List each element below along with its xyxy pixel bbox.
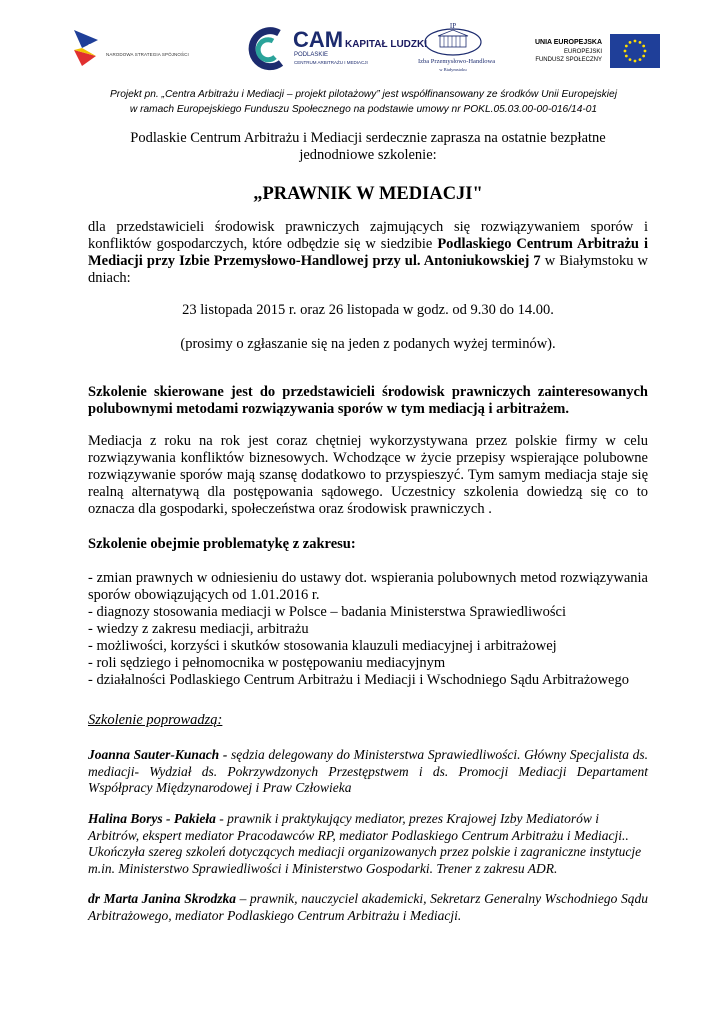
eu-star <box>629 41 632 44</box>
topic-item: - działalności Podlaskiego Centrum Arbitrażu i Mediacji i Wschodniego Sądu Arbitrażowego <box>88 672 629 688</box>
eu-star <box>634 40 637 43</box>
izba-emblem-icon <box>418 22 488 58</box>
trainer-entry <box>88 891 648 924</box>
kapital-ludzki-subtitle: NARODOWA STRATEGIA SPÓJNOŚCI <box>106 52 189 57</box>
trainer-name: Joanna Sauter-Kunach - <box>88 747 228 762</box>
izba-name: Izba Przemysłowo-Handlowa <box>418 58 496 65</box>
training-title: „PRAWNIK W MEDIACJI" <box>253 184 483 204</box>
eu-star <box>629 58 632 61</box>
cam-line2: CENTRUM ARBITRAŻU I MEDIACJI <box>294 60 368 65</box>
eu-flag-icon <box>610 34 660 68</box>
eu-star <box>624 50 627 53</box>
eu-line3: FUNDUSZ SPOŁECZNY <box>535 57 602 63</box>
trainer-desc: sędzia delegowany do Ministerstwa Sprawiedliwości. Główny Specjalista ds. mediacji- Wydział ds. Pokrzywdzonych Przestępstwem i ds. Promocji Mediacji Departament Współpracy Międzynarodowej i Praw Człowieka <box>88 747 648 795</box>
topic-item: - możliwości, korzyści i skutków stosowania klauzuli mediacyjnej i arbitrażowej <box>88 638 557 654</box>
eu-star <box>644 50 647 53</box>
eu-line2: EUROPEJSKI <box>563 49 602 55</box>
dates-note: (prosimy o zgłaszanie się na jeden z podanych wyżej terminów). <box>180 336 556 352</box>
cam-line1: PODLASKIE <box>294 52 329 58</box>
trainer-desc: – prawnik, nauczyciel akademicki, Sekretarz Generalny Wschodniego Sądu Arbitrażowego, mediator Podlaskiego Centrum Arbitrażu i Mediacji. <box>88 891 648 923</box>
topic-item: - roli sędziego i pełnomocnika w postępowaniu mediacyjnym <box>88 655 446 671</box>
intro-paragraph <box>88 219 648 287</box>
trainer-entry <box>88 811 648 877</box>
kapital-ludzki-title: KAPITAŁ LUDZKI <box>344 39 428 50</box>
eu-star <box>625 55 628 58</box>
izba-city: w Białymstoku <box>439 67 467 72</box>
trainer-name: dr Marta Janina Skrodzka <box>88 891 237 906</box>
trainer-desc: - prawnik i praktykujący mediator, prezes Krajowej Izby Mediatorów i Arbitrów, ekspert mediator Pracodawców RP, mediator Podlaskiego Centrum Arbitrażu i Mediacji.. Ukończyła szereg szkoleń dotyczących mediacji organizowanych przez polskie i zagraniczne instytucje m.in. Ministerstwo Sprawiedliwości i Ministerstwo Gospodarki. Trener z zakresu ADR. <box>88 811 642 876</box>
intro-venue: Podlaskiego Centrum Arbitrażu i Mediacji przy Izbie Przemysłowo-Handlowej przy ul. Antoniukowskiej 7 <box>88 236 649 269</box>
eu-star <box>639 58 642 61</box>
topic-item: - diagnozy stosowania mediacji w Polsce – badania Ministerstwa Sprawiedliwości <box>88 604 566 620</box>
trainers-heading: Szkolenie poprowadzą: <box>88 712 223 728</box>
eu-star <box>625 45 628 48</box>
topics-list <box>88 570 648 689</box>
trainer-entry <box>88 747 648 797</box>
intro-part1: dla przedstawicieli środowisk prawniczych zajmujących się rozwiązywaniem sporów i konfliktów gospodarczych, które odbędzie się w siedzibie <box>88 219 648 252</box>
eu-star <box>634 60 637 63</box>
project-note-line1: Projekt pn. „Centra Arbitrażu i Mediacji – projekt pilotażowy” jest współfinansowany ze środków Unii Europejskiej <box>110 89 617 100</box>
topics-heading: Szkolenie obejmie problematykę z zakresu: <box>88 536 356 552</box>
audience-statement: Szkolenie skierowane jest do przedstawicieli środowisk prawniczych zainteresowanych polubownymi metodami rozwiązywania sporów w tym mediacją i arbitrażem. <box>88 384 648 417</box>
logo-bar <box>70 22 660 77</box>
invitation-text: Podlaskie Centrum Arbitrażu i Mediacji serdecznie zaprasza na ostatnie bezpłatne jednodniowe szkolenie: <box>130 130 606 163</box>
eu-star <box>639 41 642 44</box>
eu-star <box>642 45 645 48</box>
project-note <box>80 87 647 117</box>
izba-logo <box>418 22 496 77</box>
topic-item: - zmian prawnych w odniesieniu do ustawy dot. wspierania polubownych metod rozwiązywania sporów obowiązujących od 1.01.2016 r. <box>88 570 648 603</box>
eu-logo <box>525 22 660 77</box>
intro-part2: w Białymstoku w dniach: <box>88 253 648 286</box>
cam-swirl-icon <box>245 25 289 73</box>
topic-item: - wiedzy z zakresu mediacji, arbitrażu <box>88 621 309 637</box>
training-dates: 23 listopada 2015 r. oraz 26 listopada w godz. od 9.30 do 14.00. <box>182 302 554 318</box>
eu-star <box>642 55 645 58</box>
eu-line1: UNIA EUROPEJSKA <box>534 39 602 46</box>
cam-name: CAM <box>293 27 344 52</box>
mediation-paragraph: Mediacja z roku na rok jest coraz chętniej wykorzystywana przez polskie firmy w celu rozwiązywania konfliktów biznesowych. Wchodzące w życie przepisy wspierające polubowne rozwiązywanie sporów mają szansę dodatkowo to przyspieszyć. Tym samym mediacja staje się realną alternatywą dla postępowania sądowego. Uczestnicy szkolenia dowiedzą się co to oznacza dla gospodarki, społeczeństwa oraz środowisk prawniczych . <box>88 433 648 517</box>
svg-text:IP: IP <box>449 22 457 30</box>
project-note-line2: w ramach Europejskiego Funduszu Społecznego na podstawie umowy nr POKL.05.03.00-00-016/14-01 <box>129 104 598 115</box>
trainer-name: Halina Borys - Pakieła <box>88 811 216 826</box>
kapital-ludzki-icon <box>70 28 102 68</box>
cam-logo <box>245 22 368 77</box>
